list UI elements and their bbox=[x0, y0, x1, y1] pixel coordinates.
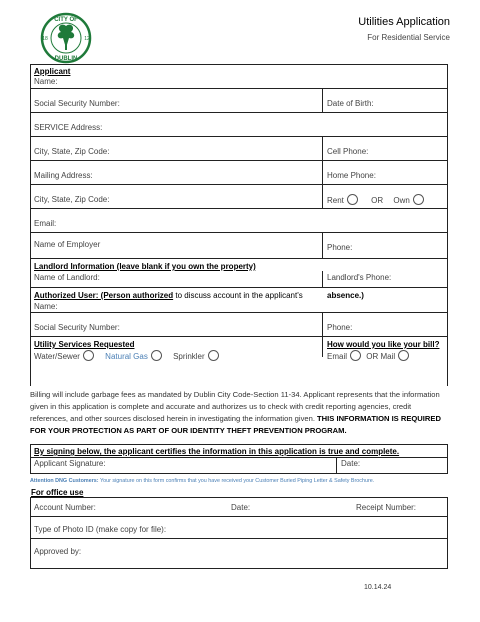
sign-heading: By signing below, the applicant certifies the information in this application is true and complete. bbox=[34, 447, 400, 456]
cell-phone-label: Cell Phone: bbox=[327, 147, 369, 156]
mailing-home-row bbox=[31, 161, 447, 185]
email-row[interactable] bbox=[31, 209, 447, 233]
email-radio[interactable] bbox=[350, 350, 361, 361]
bill-options bbox=[327, 350, 412, 361]
logo-year-right: 12 bbox=[84, 36, 90, 42]
sprinkler-label: Sprinkler bbox=[173, 352, 205, 361]
own-label: Own bbox=[393, 196, 410, 205]
sign-date-label[interactable]: Date: bbox=[341, 459, 361, 468]
signature-box bbox=[30, 444, 448, 474]
gas-label: Natural Gas bbox=[105, 352, 148, 361]
dob-label: Date of Birth: bbox=[327, 99, 374, 108]
city-logo bbox=[26, 12, 106, 64]
landlord-name-label: Name of Landlord: bbox=[34, 273, 100, 282]
water-label: Water/Sewer bbox=[34, 352, 80, 361]
sprinkler-radio[interactable] bbox=[208, 350, 219, 361]
water-radio[interactable] bbox=[83, 350, 94, 361]
attention-note bbox=[30, 478, 374, 484]
services-heading: Utility Services Requested bbox=[34, 340, 135, 349]
rent-label: Rent bbox=[327, 196, 344, 205]
billing-bold-text: THIS INFORMATION IS REQUIRED FOR YOUR PROTECTION AS PART OF OUR IDENTITY THEFT PREVENTION PROGRAM. bbox=[30, 414, 441, 435]
office-heading: For office use bbox=[31, 488, 84, 497]
bill-heading: How would you like your bill? bbox=[327, 340, 440, 349]
signature-label[interactable]: Applicant Signature: bbox=[34, 459, 106, 468]
auth-ssn-label: Social Security Number: bbox=[34, 323, 120, 332]
service-options bbox=[34, 350, 222, 361]
office-date-label[interactable]: Date: bbox=[231, 503, 251, 512]
authorized-user-row[interactable] bbox=[31, 288, 447, 313]
landlord-row bbox=[31, 259, 447, 288]
receipt-number-label[interactable]: Receipt Number: bbox=[356, 503, 417, 512]
city-state-zip-label-1: City, State, Zip Code: bbox=[34, 147, 110, 156]
email-label: Email: bbox=[34, 219, 57, 228]
auth-ssn-phone-row bbox=[31, 313, 447, 337]
employer-phone-label: Phone: bbox=[327, 243, 353, 252]
version-label: 10.14.24 bbox=[364, 584, 392, 591]
ssn-dob-row bbox=[31, 89, 447, 113]
city-state-zip-label-2: City, State, Zip Code: bbox=[34, 195, 110, 204]
landlord-heading: Landlord Information (leave blank if you own the property) bbox=[34, 262, 256, 271]
authorized-heading bbox=[34, 291, 303, 300]
authorized-heading-c: absence.) bbox=[327, 291, 364, 300]
employer-label: Name of Employer bbox=[34, 240, 101, 249]
home-phone-label: Home Phone: bbox=[327, 171, 376, 180]
page-title: Utilities Application bbox=[358, 16, 450, 28]
mail-radio[interactable] bbox=[398, 350, 409, 361]
billing-text: Billing will include garbage fees as mandated by Dublin City Code-Section 11-34. Applicant represents that the information given in this application is complete and accurate and authorizes us to check with credit reporting agencies, credit references, and other sources disclosed herein in investigating the information given. bbox=[30, 390, 440, 423]
attention-bold: Attention DNG Customers: bbox=[30, 478, 99, 484]
auth-name-label: Name: bbox=[34, 302, 58, 311]
logo-text-top: CITY OF bbox=[54, 17, 78, 23]
billing-paragraph bbox=[30, 389, 448, 437]
page-subtitle: For Residential Service bbox=[367, 33, 450, 42]
or-label: OR bbox=[371, 196, 384, 205]
rent-radio[interactable] bbox=[347, 194, 358, 205]
authorized-heading-b: to discuss account in the applicant's bbox=[173, 291, 303, 300]
email-option-label: Email bbox=[327, 352, 348, 361]
authorized-heading-a: Authorized User: (Person authorized bbox=[34, 291, 174, 300]
name-label: Name: bbox=[34, 77, 58, 86]
account-number-label[interactable]: Account Number: bbox=[34, 503, 96, 512]
auth-phone-label: Phone: bbox=[327, 323, 353, 332]
logo-text-bottom: DUBLIN bbox=[54, 56, 78, 62]
logo-year-left: 18 bbox=[42, 36, 48, 42]
city-cell-row bbox=[31, 137, 447, 161]
mailing-address-label: Mailing Address: bbox=[34, 171, 93, 180]
service-address-row[interactable] bbox=[31, 113, 447, 137]
attention-text: Your signature on this form confirms that you have received your Customer Buried Piping Letter & Safety Brochure. bbox=[98, 478, 375, 484]
gas-radio[interactable] bbox=[151, 350, 162, 361]
own-radio[interactable] bbox=[413, 194, 424, 205]
rent-own-options bbox=[327, 194, 427, 205]
ssn-label: Social Security Number: bbox=[34, 99, 120, 108]
services-billing-row bbox=[31, 337, 447, 387]
service-address-label: SERVICE Address: bbox=[34, 123, 103, 132]
employer-row bbox=[31, 233, 447, 259]
mail-option-label: OR Mail bbox=[366, 352, 396, 361]
applicant-name-row[interactable] bbox=[31, 65, 447, 89]
city-rent-own-row bbox=[31, 185, 447, 209]
office-use-box bbox=[30, 497, 448, 569]
approved-by-label[interactable]: Approved by: bbox=[34, 547, 82, 556]
photo-id-label[interactable]: Type of Photo ID (make copy for file): bbox=[34, 525, 167, 534]
application-form bbox=[30, 64, 448, 428]
landlord-phone-label: Landlord's Phone: bbox=[327, 273, 392, 282]
applicant-heading: Applicant bbox=[34, 67, 71, 76]
